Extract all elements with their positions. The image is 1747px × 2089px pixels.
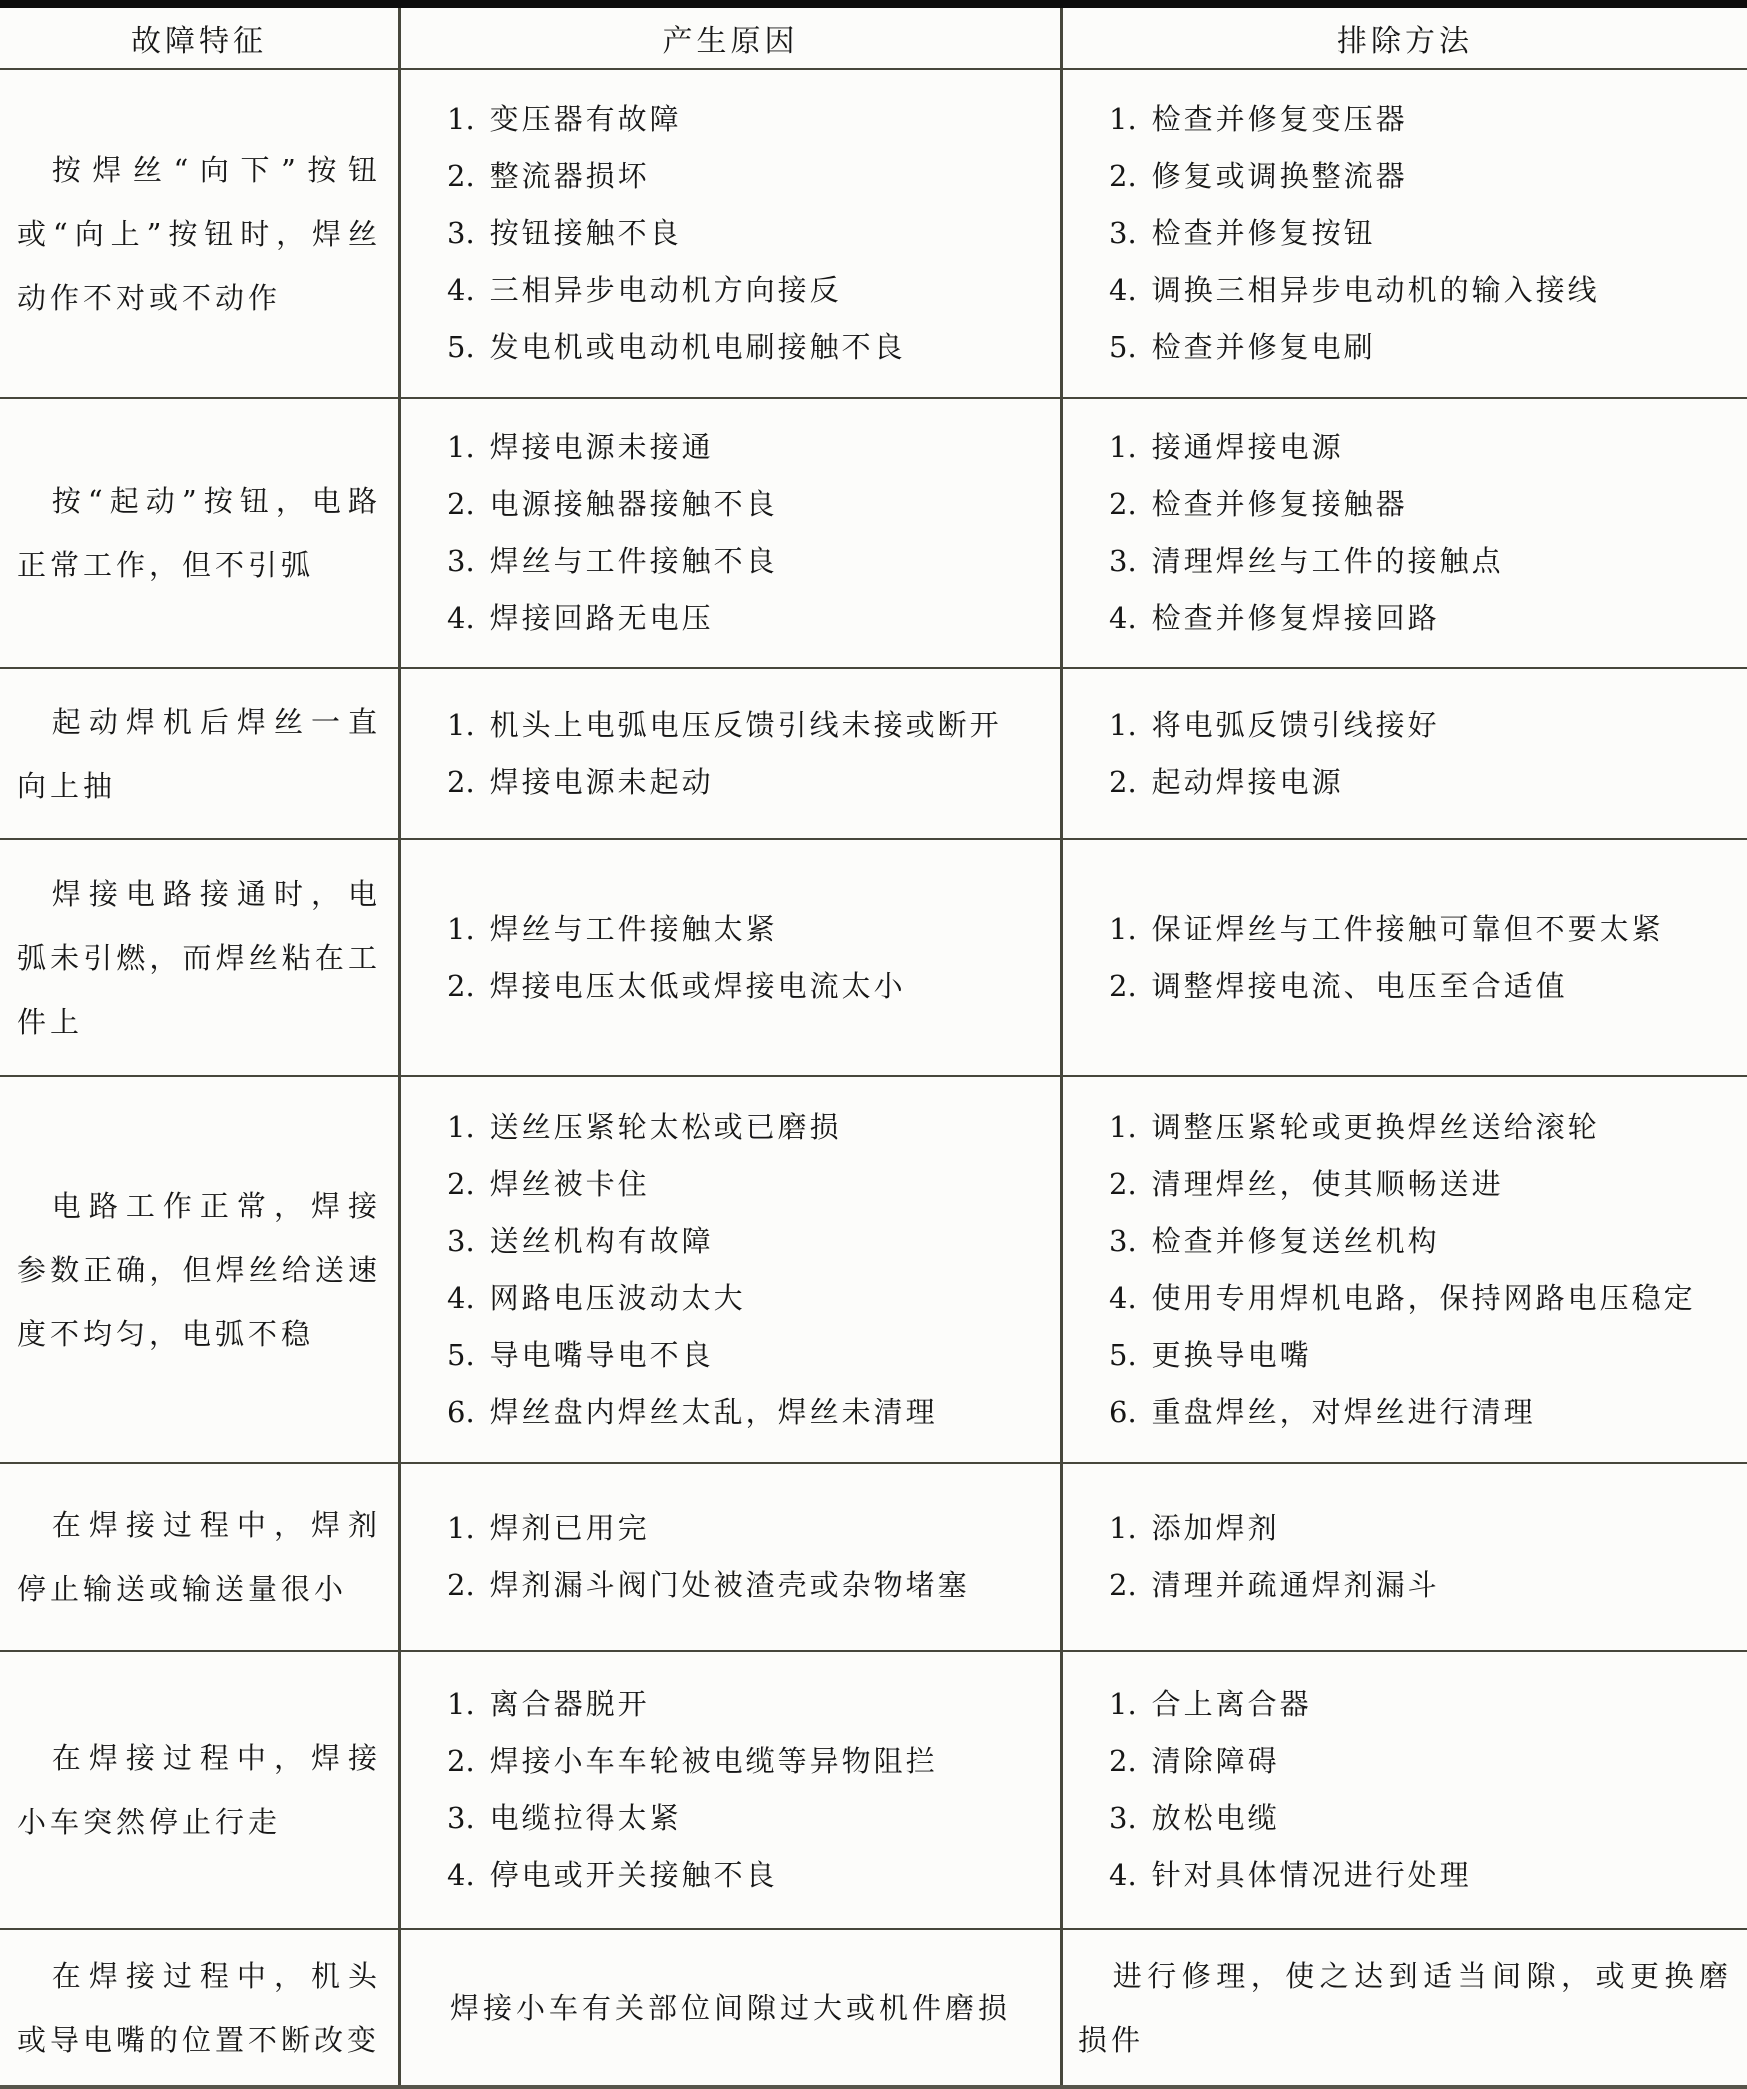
cause-item — [447, 1327, 1052, 1384]
remedie-item — [1109, 1676, 1739, 1733]
item-number: 2. — [1109, 1568, 1137, 1602]
item-number: 2. — [447, 1568, 475, 1602]
cause-cell — [398, 1652, 1060, 1928]
cause-item — [447, 1213, 1052, 1270]
remedie-cell — [1060, 1077, 1747, 1462]
item-number: 3. — [1109, 544, 1137, 578]
remedie-text: 检查并修复焊接回路 — [1151, 601, 1440, 635]
remedie-text: 检查并修复按钮 — [1151, 216, 1376, 250]
cause-text: 焊接小车车轮被电缆等异物阻拦 — [489, 1744, 938, 1778]
remedie-item — [1109, 1847, 1739, 1904]
remedie-text: 检查并修复接触器 — [1151, 487, 1408, 521]
item-number: 2. — [1109, 487, 1137, 521]
item-number: 5. — [1109, 330, 1137, 364]
remedie-text: 针对具体情况进行处理 — [1151, 1858, 1472, 1892]
remedie-cell — [1060, 399, 1747, 667]
item-number: 5. — [447, 330, 475, 364]
cause-text: 网路电压波动太大 — [489, 1280, 746, 1315]
remedie-item — [1109, 590, 1739, 647]
table-row — [0, 1928, 1747, 2085]
item-number: 1. — [1109, 430, 1137, 464]
table-row — [0, 838, 1747, 1075]
remedie-text: 清除障碍 — [1151, 1744, 1280, 1778]
item-number: 4. — [447, 601, 475, 635]
remedie-text: 重盘焊丝，对焊丝进行清理 — [1151, 1394, 1536, 1429]
item-number: 5. — [447, 1337, 475, 1372]
remedie-item — [1109, 476, 1739, 533]
cause-text: 电缆拉得太紧 — [489, 1801, 682, 1835]
item-number: 4. — [1109, 1858, 1137, 1892]
item-number: 4. — [1109, 273, 1137, 307]
remedie-item — [1109, 419, 1739, 476]
item-number: 1. — [1109, 1511, 1137, 1545]
remedie-item — [1109, 1790, 1739, 1847]
item-number: 6. — [1109, 1394, 1137, 1429]
remedie-item — [1109, 1384, 1739, 1441]
item-number: 1. — [447, 102, 475, 136]
cause-text: 焊接电压太低或焊接电流太小 — [489, 968, 906, 1003]
cause-item — [447, 1557, 1052, 1614]
cause-text: 焊丝盘内焊丝太乱，焊丝未清理 — [489, 1394, 938, 1429]
fault-cell — [0, 669, 398, 838]
cause-item — [447, 419, 1052, 476]
cause-item — [447, 1099, 1052, 1156]
item-number: 2. — [1109, 1744, 1137, 1778]
fault-cell — [0, 399, 398, 667]
remedie-cell — [1060, 1652, 1747, 1928]
item-number: 3. — [1109, 216, 1137, 250]
fault-cell — [0, 1464, 398, 1650]
remedie-item — [1109, 1557, 1739, 1614]
cause-text: 离合器脱开 — [489, 1687, 650, 1721]
cause-text: 送丝压紧轮太松或已磨损 — [489, 1109, 842, 1144]
remedie-item — [1109, 1099, 1739, 1156]
cause-cell — [398, 399, 1060, 667]
cause-item — [447, 697, 1052, 754]
cause-item — [447, 262, 1052, 319]
remedie-text: 放松电缆 — [1151, 1801, 1280, 1835]
remedie-item — [1109, 1156, 1739, 1213]
remedie-text: 调整压紧轮或更换焊丝送给滚轮 — [1151, 1109, 1600, 1144]
remedie-text: 调整焊接电流、电压至合适值 — [1151, 968, 1568, 1003]
cause-text: 焊接电源未接通 — [489, 430, 714, 464]
item-number: 1. — [447, 430, 475, 464]
remedie-cell — [1060, 840, 1747, 1075]
cause-item — [447, 1384, 1052, 1441]
cause-item — [447, 1500, 1052, 1557]
fault-text: 焊接电路接通时，电弧未引燃，而焊丝粘在工件上 — [17, 876, 381, 1039]
cause-text: 焊接电源未起动 — [489, 764, 714, 799]
cause-text: 按钮接触不良 — [489, 216, 682, 250]
cause-item — [447, 1733, 1052, 1790]
fault-text: 按焊丝“向下”按钮或“向上”按钮时，焊丝动作不对或不动作 — [17, 152, 381, 315]
cause-text: 焊剂已用完 — [489, 1511, 650, 1545]
remedie-item — [1109, 754, 1739, 811]
cause-text: 焊丝与工件接触不良 — [489, 544, 778, 578]
remedie-text: 将电弧反馈引线接好 — [1151, 707, 1440, 742]
item-number: 1. — [447, 911, 475, 946]
cause-item — [447, 1270, 1052, 1327]
cause-text: 发电机或电动机电刷接触不良 — [489, 330, 906, 364]
item-number: 5. — [1109, 1337, 1137, 1372]
remedie-text: 更换导电嘴 — [1151, 1337, 1312, 1372]
remedie-item — [1109, 1270, 1739, 1327]
cause-text: 送丝机构有故障 — [489, 1223, 714, 1258]
fault-text: 在焊接过程中，焊接小车突然停止行走 — [17, 1741, 381, 1839]
item-number: 4. — [1109, 1280, 1137, 1315]
col-header-cause: 产生原因 — [398, 8, 1060, 68]
cause-cell — [398, 669, 1060, 838]
remedie-text: 接通焊接电源 — [1151, 430, 1344, 464]
item-number: 1. — [1109, 1687, 1137, 1721]
cause-cell — [398, 840, 1060, 1075]
remedie-item — [1109, 901, 1739, 958]
item-number: 2. — [1109, 968, 1137, 1003]
remedie-text: 进行修理，使之达到适当间隙，或更换磨损件 — [1078, 1958, 1732, 2057]
remedie-cell — [1060, 70, 1747, 397]
table-row — [0, 1075, 1747, 1462]
cause-text: 导电嘴导电不良 — [489, 1337, 714, 1372]
item-number: 4. — [1109, 601, 1137, 635]
cause-item — [447, 958, 1052, 1015]
remedie-text: 修复或调换整流器 — [1151, 159, 1408, 193]
fault-text: 起动焊机后焊丝一直向上抽 — [17, 704, 381, 803]
item-number: 1. — [447, 1687, 475, 1721]
fault-text: 在焊接过程中，焊剂停止输送或输送量很小 — [17, 1508, 381, 1606]
remedie-text: 起动焊接电源 — [1151, 764, 1344, 799]
fault-cell — [0, 1930, 398, 2085]
table-row — [0, 68, 1747, 397]
fault-cell — [0, 840, 398, 1075]
remedie-item — [1109, 697, 1739, 754]
item-number: 2. — [447, 968, 475, 1003]
remedie-item — [1109, 1327, 1739, 1384]
cause-cell — [398, 70, 1060, 397]
fault-text: 按“起动”按钮，电路正常工作，但不引弧 — [17, 484, 381, 582]
item-number: 2. — [447, 1744, 475, 1778]
fault-cell — [0, 1077, 398, 1462]
remedie-cell — [1060, 1930, 1747, 2085]
remedie-item — [1109, 958, 1739, 1015]
remedie-text: 清理并疏通焊剂漏斗 — [1151, 1568, 1440, 1602]
item-number: 1. — [1109, 102, 1137, 136]
item-number: 2. — [447, 159, 475, 193]
cause-text: 焊丝被卡住 — [489, 1166, 650, 1201]
cause-text: 整流器损坏 — [489, 159, 650, 193]
item-number: 3. — [447, 544, 475, 578]
cause-item — [447, 590, 1052, 647]
item-number: 4. — [447, 1858, 475, 1892]
item-number: 4. — [447, 1280, 475, 1315]
remedie-text: 调换三相异步电动机的输入接线 — [1151, 273, 1600, 307]
item-number: 1. — [447, 1109, 475, 1144]
item-number: 3. — [447, 1801, 475, 1835]
remedie-text: 检查并修复送丝机构 — [1151, 1223, 1440, 1258]
cause-cell — [398, 1077, 1060, 1462]
cause-text: 焊接回路无电压 — [489, 601, 714, 635]
cause-text: 焊丝与工件接触太紧 — [489, 911, 778, 946]
table-row — [0, 1650, 1747, 1928]
cause-item — [447, 476, 1052, 533]
table-row — [0, 397, 1747, 667]
remedie-text: 添加焊剂 — [1151, 1511, 1280, 1545]
fault-text: 电路工作正常，焊接参数正确，但焊丝给送速度不均匀，电弧不稳 — [17, 1188, 381, 1351]
cause-item — [447, 1847, 1052, 1904]
item-number: 1. — [1109, 911, 1137, 946]
cause-item — [447, 533, 1052, 590]
remedie-text: 合上离合器 — [1151, 1687, 1312, 1721]
cause-item — [447, 1676, 1052, 1733]
table-header-row — [0, 8, 1747, 68]
cause-cell — [398, 1930, 1060, 2085]
item-number: 1. — [447, 1511, 475, 1545]
cause-item — [447, 319, 1052, 376]
cause-text: 变压器有故障 — [489, 102, 682, 136]
cause-item — [447, 1790, 1052, 1847]
cause-text: 机头上电弧电压反馈引线未接或断开 — [489, 707, 1002, 742]
item-number: 1. — [1109, 707, 1137, 742]
cause-text: 停电或开关接触不良 — [489, 1858, 778, 1892]
remedie-item — [1109, 262, 1739, 319]
cause-item — [447, 1156, 1052, 1213]
remedie-text: 清理焊丝与工件的接触点 — [1151, 544, 1504, 578]
item-number: 1. — [447, 707, 475, 742]
remedie-cell — [1060, 669, 1747, 838]
item-number: 3. — [447, 1223, 475, 1258]
remedie-text: 保证焊丝与工件接触可靠但不要太紧 — [1151, 911, 1664, 946]
col-header-fault: 故障特征 — [131, 24, 267, 59]
fault-cell — [0, 70, 398, 397]
col-header-remedy: 排除方法 — [1060, 8, 1747, 68]
cause-text: 焊剂漏斗阀门处被渣壳或杂物堵塞 — [489, 1568, 970, 1602]
cause-text: 电源接触器接触不良 — [489, 487, 778, 521]
remedie-item — [1109, 148, 1739, 205]
remedie-text: 清理焊丝，使其顺畅送进 — [1151, 1166, 1504, 1201]
cause-item — [447, 205, 1052, 262]
item-number: 1. — [1109, 1109, 1137, 1144]
cause-text: 三相异步电动机方向接反 — [489, 273, 842, 307]
table-body — [0, 68, 1747, 2085]
cause-item — [447, 148, 1052, 205]
item-number: 2. — [1109, 1166, 1137, 1201]
cause-cell — [398, 1464, 1060, 1650]
table-row — [0, 667, 1747, 838]
item-number: 2. — [447, 487, 475, 521]
item-number: 4. — [447, 273, 475, 307]
table-row — [0, 1462, 1747, 1650]
item-number: 2. — [1109, 764, 1137, 799]
remedie-cell — [1060, 1464, 1747, 1650]
remedie-item — [1109, 533, 1739, 590]
remedie-text: 检查并修复电刷 — [1151, 330, 1376, 364]
fault-cell — [0, 1652, 398, 1928]
item-number: 3. — [447, 216, 475, 250]
fault-text: 在焊接过程中，机头或导电嘴的位置不断改变 — [17, 1958, 381, 2057]
remedie-item — [1109, 205, 1739, 262]
item-number: 2. — [447, 764, 475, 799]
remedie-text: 使用专用焊机电路，保持网路电压稳定 — [1151, 1280, 1696, 1315]
item-number: 6. — [447, 1394, 475, 1429]
item-number: 2. — [447, 1166, 475, 1201]
item-number: 3. — [1109, 1801, 1137, 1835]
cause-item — [447, 754, 1052, 811]
remedie-item — [1109, 1500, 1739, 1557]
item-number: 2. — [1109, 159, 1137, 193]
cause-text: 焊接小车有关部位间隙过大或机件磨损 — [449, 1990, 1011, 2025]
remedie-item — [1109, 91, 1739, 148]
remedie-item — [1109, 319, 1739, 376]
remedie-item — [1109, 1733, 1739, 1790]
cause-item — [447, 901, 1052, 958]
cause-item — [447, 91, 1052, 148]
remedie-text: 检查并修复变压器 — [1151, 102, 1408, 136]
remedie-item — [1109, 1213, 1739, 1270]
item-number: 3. — [1109, 1223, 1137, 1258]
